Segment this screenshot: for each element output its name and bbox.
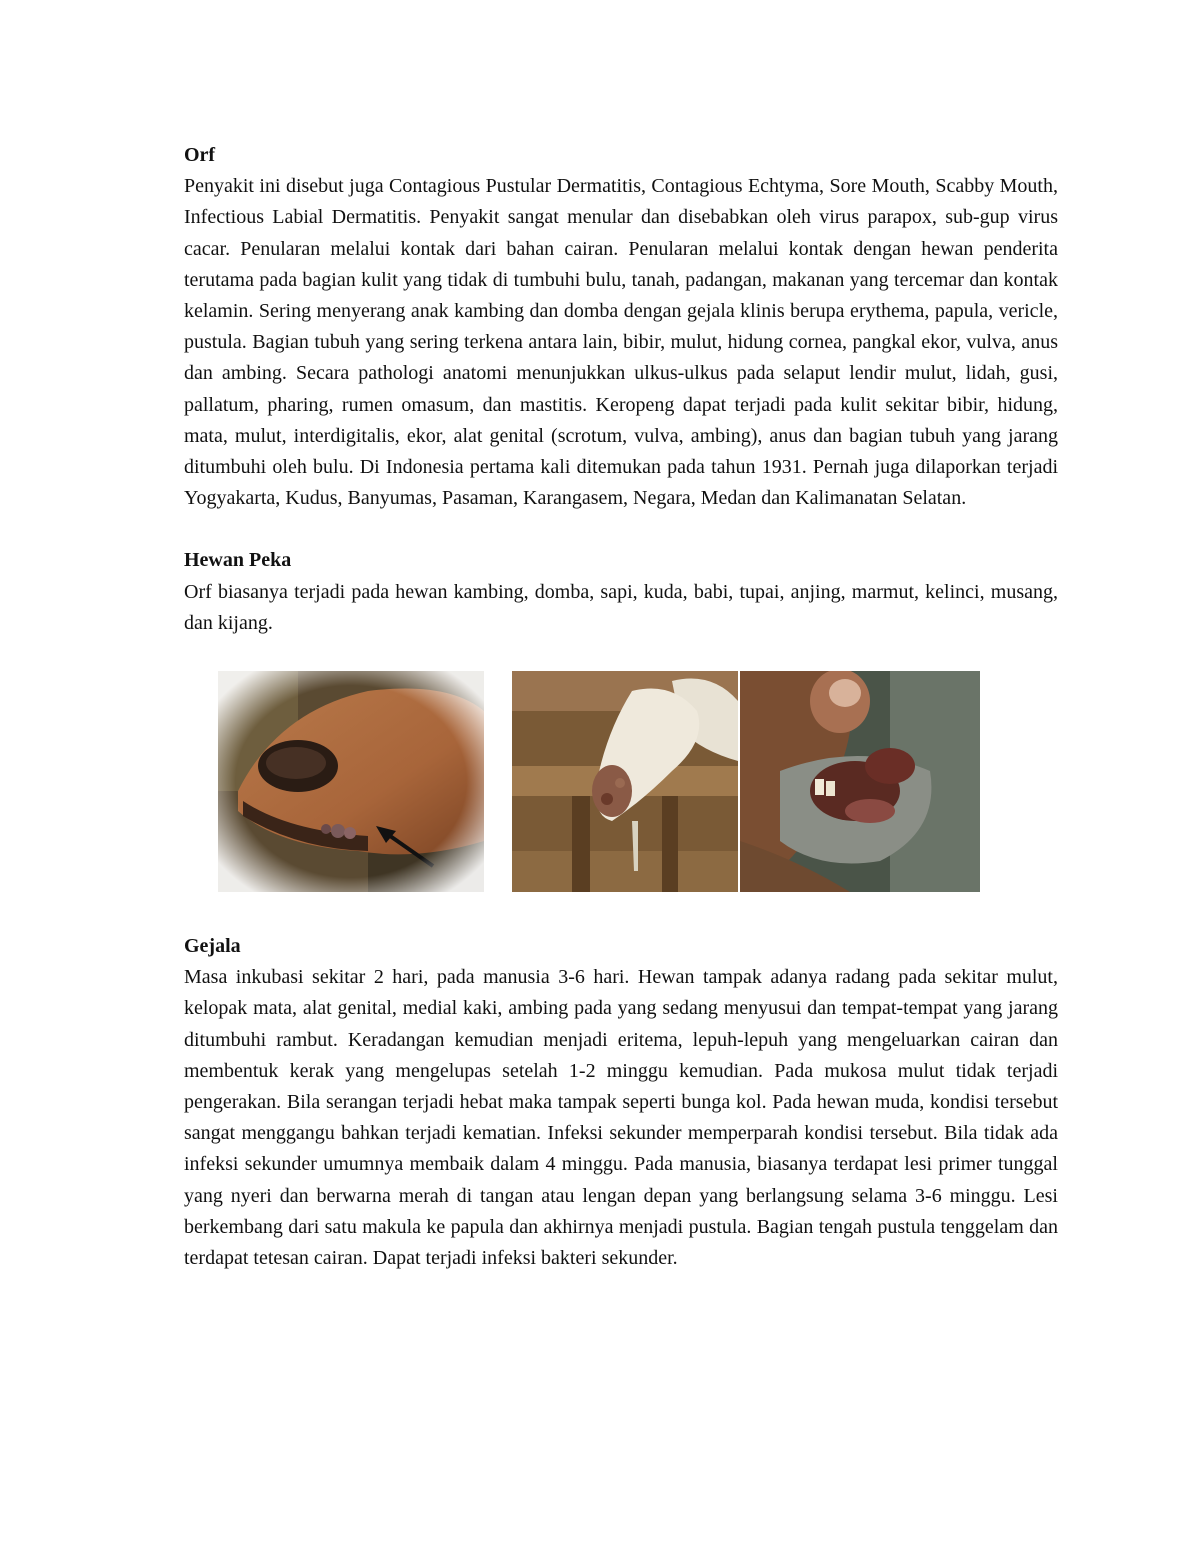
section-body-gejala: Masa inkubasi sekitar 2 hari, pada manusia 3-6 hari. Hewan tampak adanya radang pada sekitar mulut, kelopak mata, alat genital, medial kaki, ambing pada yang sedang menyusui dan tempat-tempat yang jarang ditumbuhi rambut. Keradangan kemudian menjadi eritema, lepuh-lepuh yang mengeluarkan cairan dan membentuk kerak yang mengelupas setelah 1-2 minggu kemudian. Pada mukosa mulut tidak terjadi pengerakan. Bila serangan terjadi hebat maka tampak seperti bunga kol. Pada hewan muda, kondisi tersebut sangat menggangu bahkan terjadi kematian. Infeksi sekunder memperparah kondisi tersebut. Bila tidak ada infeksi sekunder umumnya membaik dalam 4 minggu. Pada manusia, biasanya terdapat lesi primer tunggal yang nyeri dan berwarna merah di tangan atau lengan depan yang berlangsung selama 3-6 minggu. Lesi berkembang dari satu makula ke papula dan akhirnya menjadi pustula. Bagian tengah pustula tenggelam dan terdapat tetesan cairan. Dapat terjadi infeksi bakteri sekunder. bbox=[184, 966, 1058, 1270]
section-gejala bbox=[184, 931, 1058, 1274]
photo-figure bbox=[184, 671, 1058, 893]
section-heading-gejala: Gejala bbox=[184, 935, 241, 958]
section-body-orf: Penyakit ini disebut juga Contagious Pustular Dermatitis, Contagious Echtyma, Sore Mouth, Scabby Mouth, Infectious Labial Dermatitis. Penyakit sangat menular dan disebabkan oleh virus parapox, sub-gup virus cacar. Penularan melalui kontak dari bahan cairan. Penularan melalui kontak dengan hewan penderita terutama pada bagian kulit yang tidak di tumbuhi bulu, tanah, padangan, makanan yang tercemar dan kontak kelamin. Sering menyerang anak kambing dan domba dengan gejala klinis berupa erythema, papula, vericle, pustula. Bagian tubuh yang sering terkena antara lain, bibir, mulut, hidung cornea, pangkal ekor, vulva, anus dan ambing. Secara pathologi anatomi menunjukkan ulkus-ulkus pada selaput lendir mulut, lidah, gusi, pallatum, pharing, rumen omasum, dan mastitis. Keropeng dapat terjadi pada kulit sekitar bibir, hidung, mata, mulut, interdigitalis, ekor, alat genital (scrotum, vulva, ambing), anus dan bagian tubuh yang jarang ditumbuhi oleh bulu. Di Indonesia pertama kali ditemukan pada tahun 1931. Pernah juga dilaporkan terjadi Yogyakarta, Kudus, Banyumas, Pasaman, Karangasem, Negara, Medan dan Kalimanatan Selatan. bbox=[184, 175, 1058, 510]
sheep-fence-photo bbox=[512, 671, 738, 892]
deer-muzzle-photo bbox=[218, 671, 484, 892]
goat-lip-lesion-photo bbox=[740, 671, 980, 892]
section-heading-hewan-peka: Hewan Peka bbox=[184, 549, 292, 572]
document-page bbox=[184, 140, 1058, 1274]
section-heading-orf: Orf bbox=[184, 144, 216, 166]
section-hewan-peka bbox=[184, 545, 1058, 639]
section-body-hewan-peka: Orf biasanya terjadi pada hewan kambing, domba, sapi, kuda, babi, tupai, anjing, marmut, kelinci, musang, dan kijang. bbox=[184, 580, 1058, 634]
paragraph-spacer bbox=[184, 514, 1058, 545]
section-orf bbox=[184, 140, 1058, 514]
